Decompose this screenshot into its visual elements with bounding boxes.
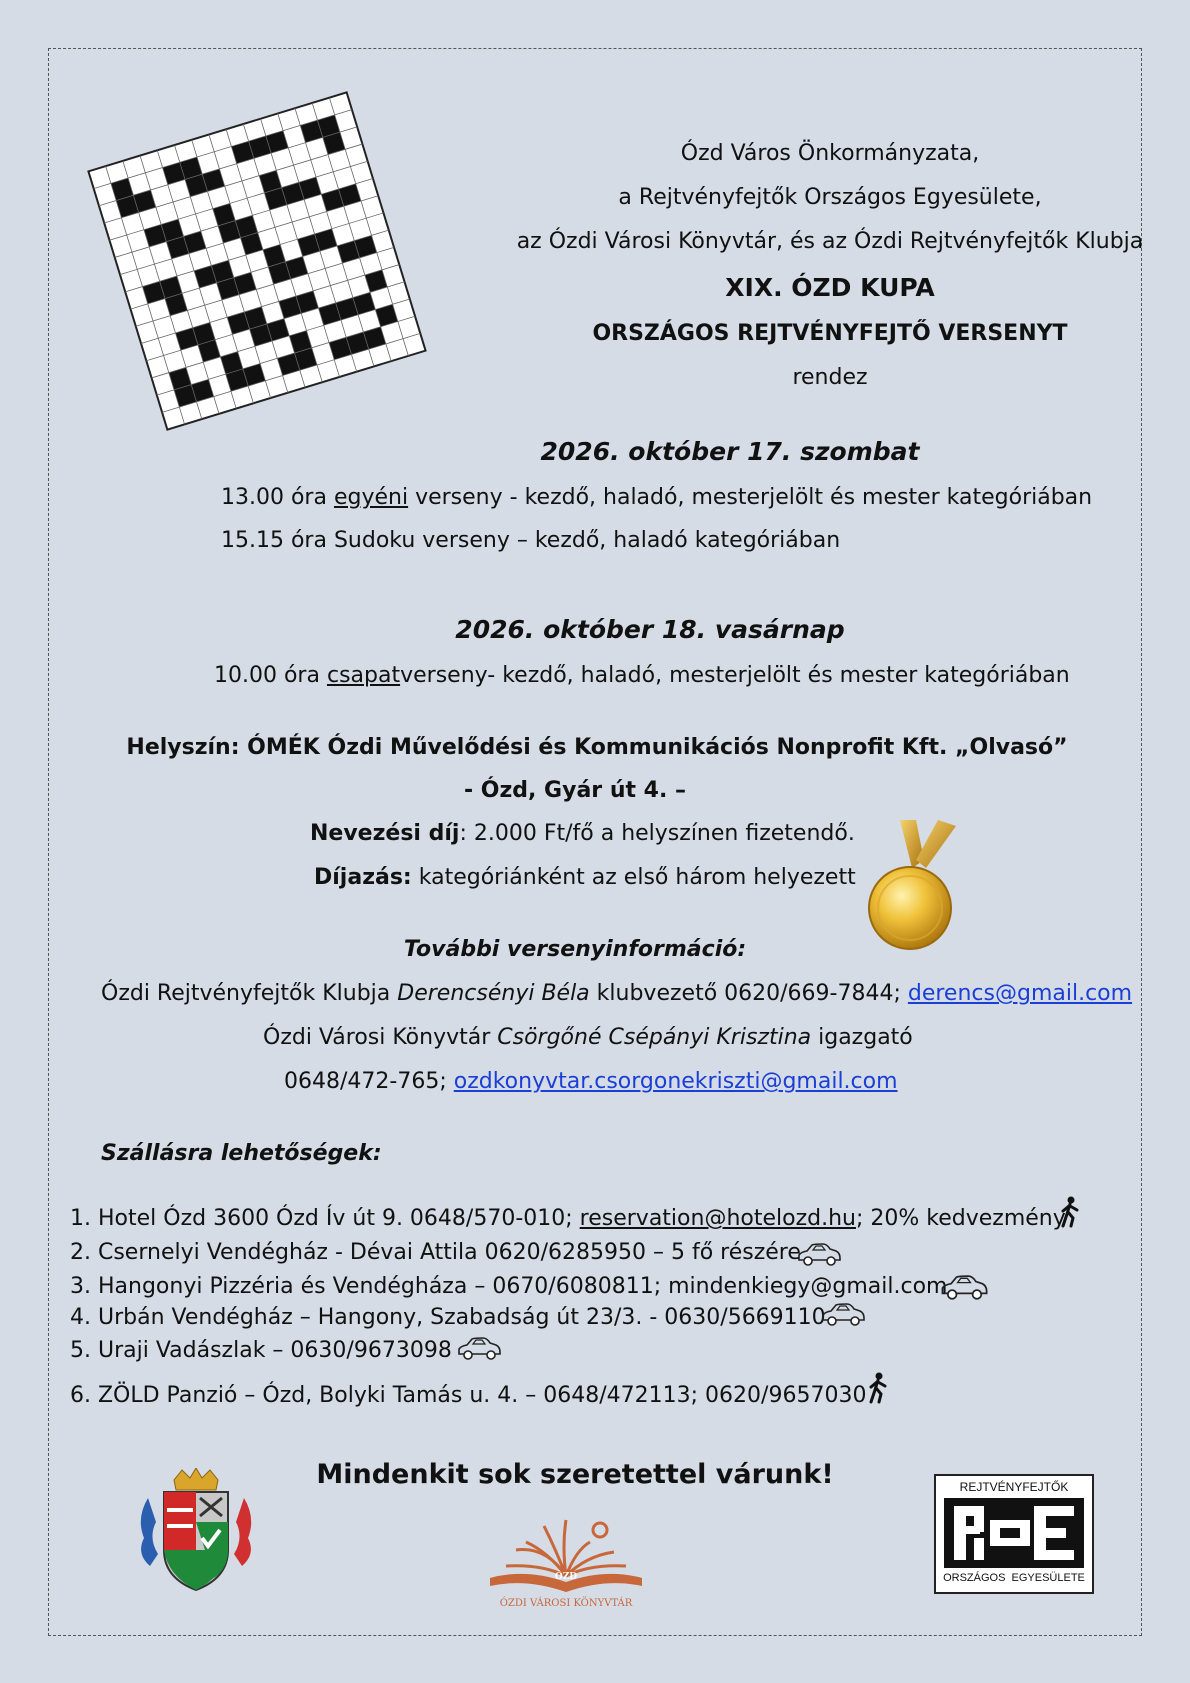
organizer-2: a Rejtvényfejtők Országos Egyesülete,	[618, 185, 1042, 210]
event-title: XIX. ÓZD KUPA	[725, 273, 935, 302]
lodging-item: 2. Csernelyi Vendégház - Dévai Attila 0620/6285950 – 5 fő részére	[70, 1240, 801, 1265]
hotel-email-link[interactable]: reservation@hotelozd.hu	[579, 1206, 856, 1231]
rore-logo	[934, 1474, 1094, 1594]
coat-of-arms-logo	[134, 1468, 258, 1594]
day1-date: 2026. október 17. szombat	[540, 437, 920, 466]
club-email-link[interactable]: derencs@gmail.com	[907, 981, 1133, 1006]
walking-person-icon	[1058, 1196, 1082, 1228]
car-icon	[456, 1336, 502, 1362]
rore-top-text: REJTVÉNYFEJTŐK	[959, 1480, 1069, 1494]
venue-line1: Helyszín: ÓMÉK Ózdi Művelődési és Kommunikációs Nonprofit Kft. „Olvasó”	[126, 735, 1068, 760]
car-icon	[796, 1242, 842, 1268]
lodging-item: 1. Hotel Ózd 3600 Ózd Ív út 9. 0648/570-010; reservation@hotelozd.hu; 20% kedvezmény	[70, 1206, 1066, 1231]
library-email-link[interactable]: ozdkonyvtar.csorgonekriszti@gmail.com	[453, 1069, 898, 1094]
rore-checker	[944, 1498, 1084, 1568]
gold-medal-icon	[864, 816, 964, 956]
day2-line1: 10.00 óra csapatverseny- kezdő, haladó, mesterjelölt és mester kategóriában	[214, 663, 1070, 688]
lodging-heading: Szállásra lehetőségek:	[101, 1141, 382, 1166]
library-phone-email: 0648/472-765; ozdkonyvtar.csorgonekriszti@gmail.com	[284, 1069, 898, 1094]
event-subtitle: ORSZÁGOS REJTVÉNYFEJTŐ VERSENYT	[592, 321, 1068, 346]
day1-line1: 13.00 óra egyéni verseny - kezdő, haladó, mesterjelölt és mester kategóriában	[221, 485, 1093, 510]
car-icon	[938, 1274, 990, 1302]
library-logo: ÓZD ÓZDI VÁROSI KÖNYVTÁR	[486, 1516, 646, 1616]
welcome-message: Mindenkit sok szeretettel várunk!	[316, 1459, 834, 1490]
organizer-1: Ózd Város Önkormányzata,	[680, 141, 980, 166]
venue-line2: - Ózd, Gyár út 4. –	[464, 778, 686, 803]
library-contact: Ózdi Városi Könyvtár Csörgőné Csépányi Krisztina igazgató	[263, 1025, 913, 1050]
info-heading: További versenyinformáció:	[403, 937, 747, 962]
library-logo-text: ÓZDI VÁROSI KÖNYVTÁR	[499, 1598, 633, 1609]
lodging-item: 6. ZÖLD Panzió – Ózd, Bolyki Tamás u. 4. – 0648/472113; 0620/9657030	[70, 1383, 867, 1408]
lodging-item: 5. Uraji Vadászlak – 0630/9673098	[70, 1338, 452, 1363]
team-word: csapat	[326, 663, 401, 688]
entry-fee: Nevezési díj: 2.000 Ft/fő a helyszínen fizetendő.	[310, 821, 855, 846]
individual-word: egyéni	[333, 485, 409, 510]
day2-date: 2026. október 18. vasárnap	[455, 615, 845, 644]
prizes: Díjazás: kategóriánként az első három helyezett	[314, 865, 856, 890]
lodging-item: 4. Urbán Vendégház – Hangony, Szabadság út 23/3. - 0630/5669110	[70, 1305, 826, 1330]
club-contact: Ózdi Rejtvényfejtők Klubja Derencsényi Béla klubvezető 0620/669-7844; derencs@gmail.com	[101, 981, 1133, 1006]
event-verb: rendez	[792, 365, 868, 390]
day1-line2: 15.15 óra Sudoku verseny – kezdő, haladó kategóriában	[221, 528, 841, 553]
lodging-item: 3. Hangonyi Pizzéria és Vendégháza – 0670/6080811; mindenkiegy@gmail.com	[70, 1274, 948, 1299]
crossword-image	[72, 76, 442, 446]
rore-bottom-text: ORSZÁGOS EGYESÜLETE	[943, 1572, 1085, 1584]
walking-person-icon	[866, 1372, 890, 1404]
organizer-3: az Ózdi Városi Könyvtár, és az Ózdi Rejtvényfejtők Klubja	[516, 229, 1144, 254]
car-icon	[820, 1302, 866, 1328]
